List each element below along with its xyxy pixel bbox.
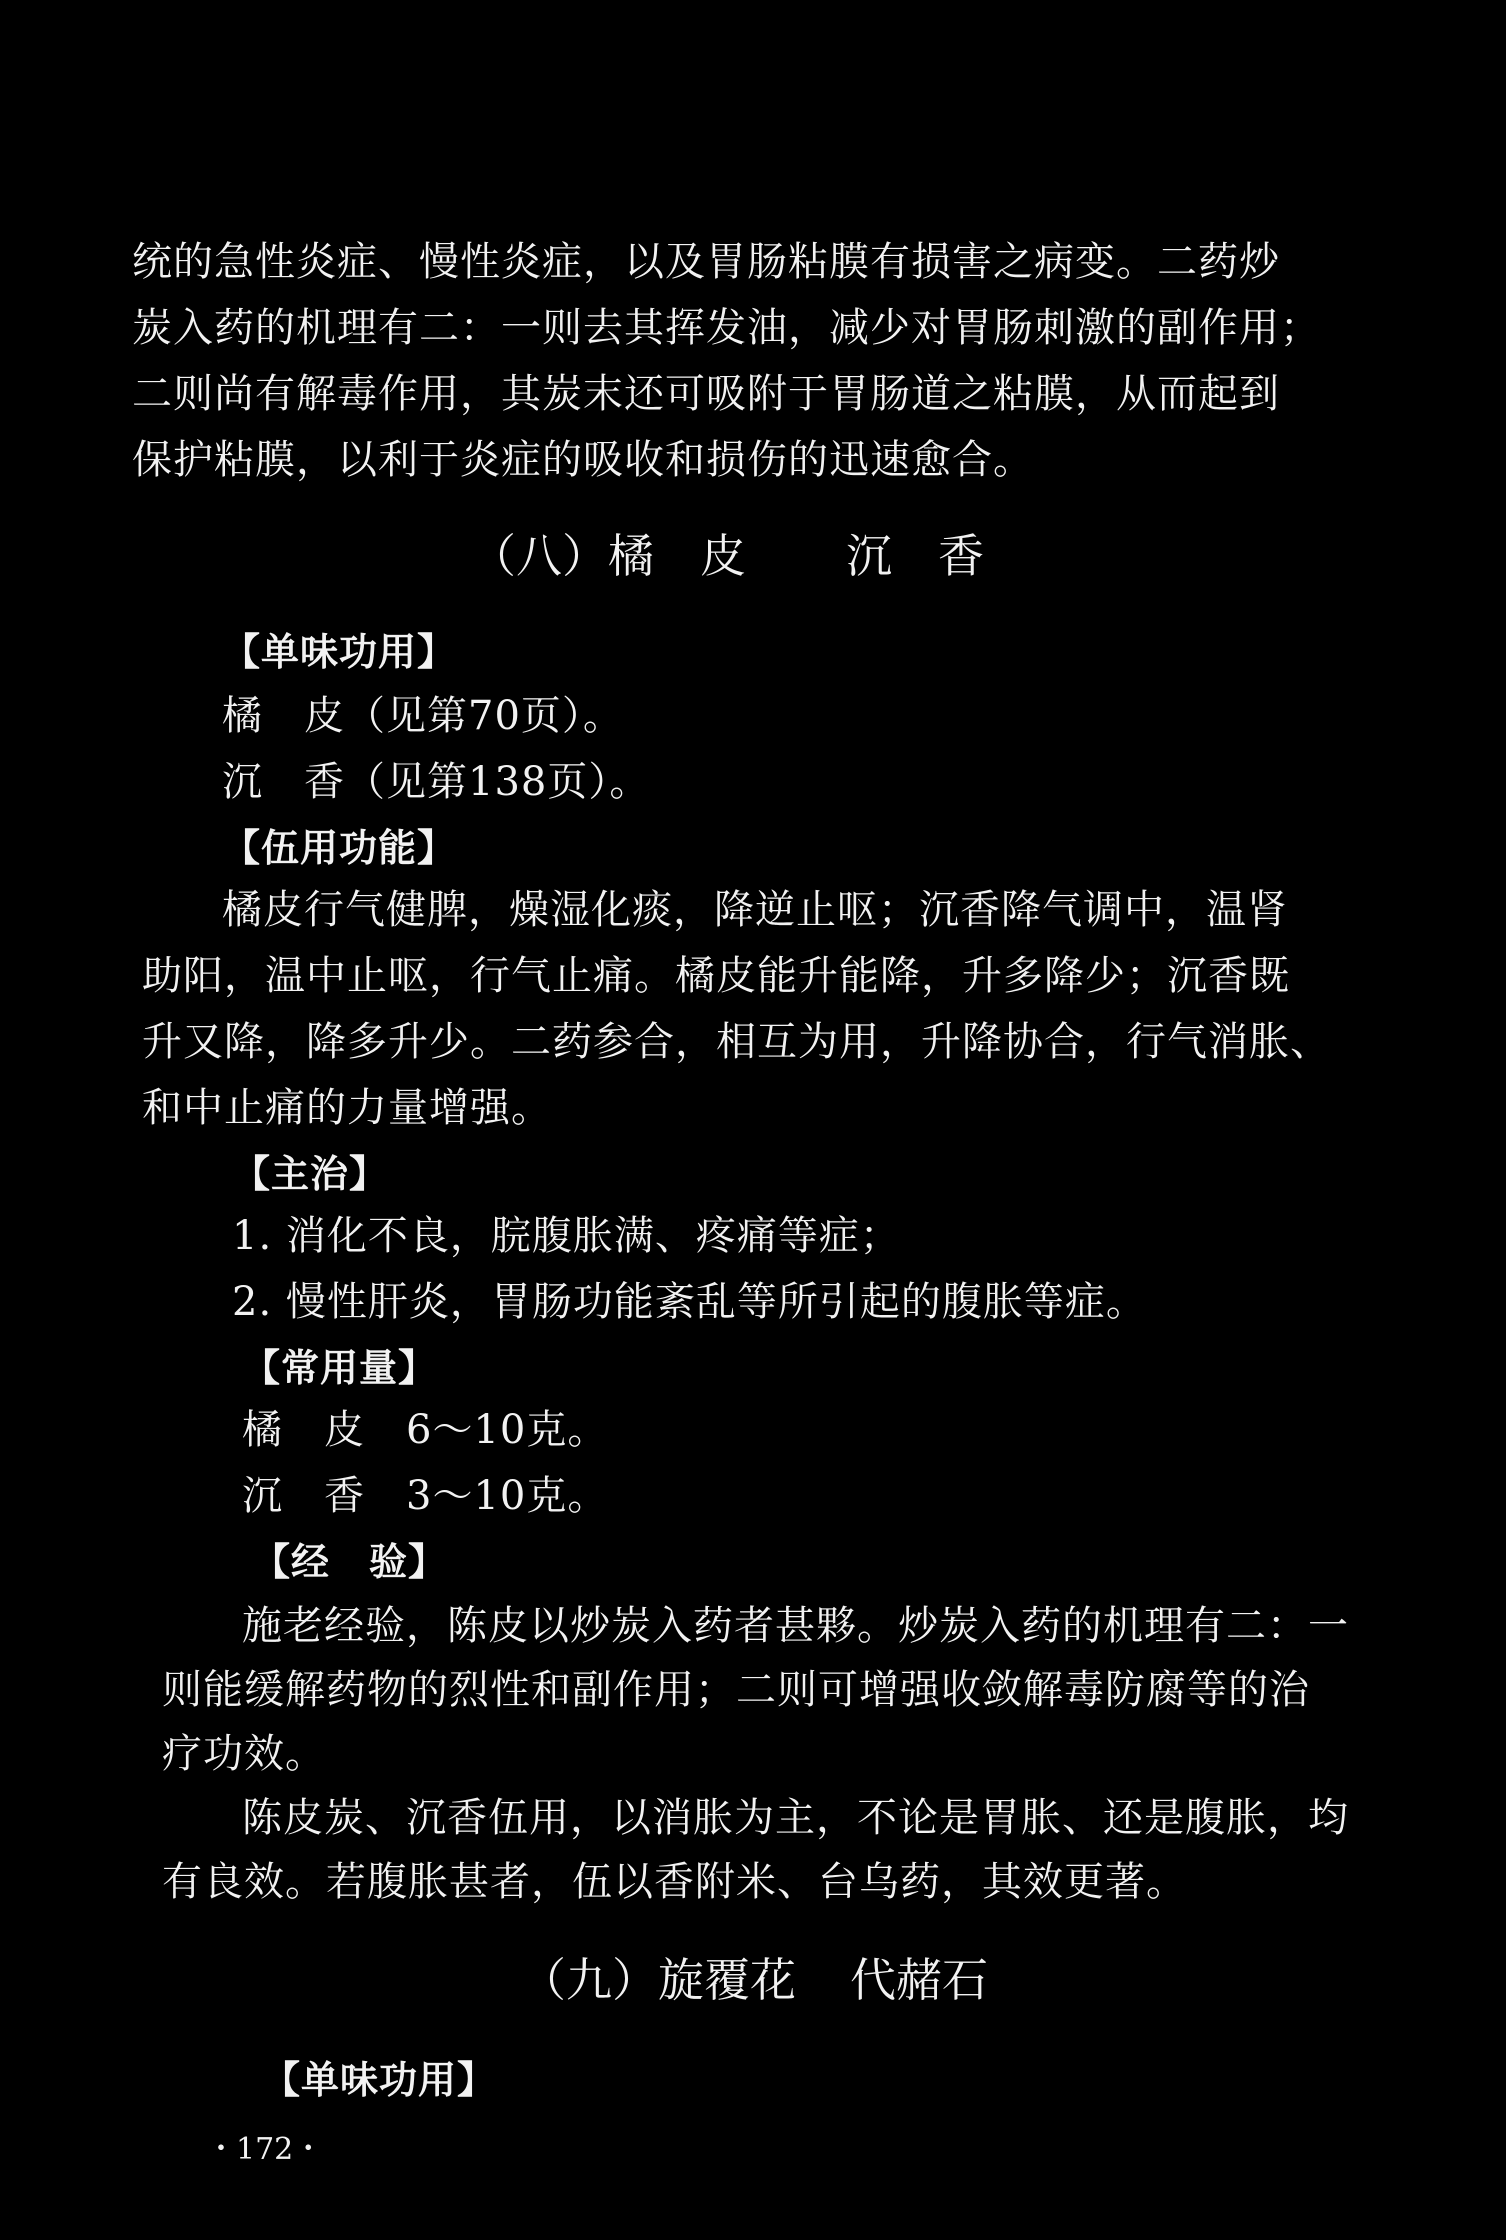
section-number: （八） bbox=[470, 529, 608, 583]
subheading-dosage: 【常用量】 bbox=[242, 1346, 438, 1390]
combined-function-line: 助阳，温中止呕，行气止痛。橘皮能升能降，升多降少；沉香既 bbox=[142, 953, 1290, 999]
herb-name: 旋覆花 bbox=[658, 1953, 796, 2007]
paragraph-line: 二则尚有解毒作用，其炭末还可吸附于胃肠道之粘膜，从而起到 bbox=[132, 371, 1280, 417]
combined-function-line: 和中止痛的力量增强。 bbox=[142, 1085, 552, 1131]
paragraph-line: 保护粘膜，以利于炎症的吸收和损伤的迅速愈合。 bbox=[132, 437, 1034, 483]
single-use-line: 橘 皮（见第70页）。 bbox=[222, 693, 624, 739]
section-title bbox=[520, 1950, 988, 2010]
subheading-single-use: 【单味功用】 bbox=[262, 2058, 497, 2102]
section-title bbox=[470, 526, 984, 586]
experience-line: 有良效。若腹胀甚者，伍以香附米、台乌药，其效更著。 bbox=[162, 1859, 1187, 1905]
single-use-line: 沉 香（见第138页）。 bbox=[222, 759, 651, 805]
herb-name: 橘 皮 bbox=[608, 529, 746, 583]
page-number: ・172・ bbox=[206, 2132, 324, 2167]
section-number: （九） bbox=[520, 1953, 658, 2007]
combined-function-line: 升又降，降多升少。二药参合，相互为用，升降协合，行气消胀、 bbox=[142, 1019, 1331, 1065]
paragraph-line: 炭入药的机理有二：一则去其挥发油，减少对胃肠刺激的副作用； bbox=[132, 305, 1321, 351]
experience-line: 则能缓解药物的烈性和副作用；二则可增强收敛解毒防腐等的治 bbox=[162, 1667, 1310, 1713]
herb-name: 沉 香 bbox=[846, 529, 984, 583]
subheading-single-use: 【单味功用】 bbox=[222, 630, 457, 674]
paragraph-line: 统的急性炎症、慢性炎症，以及胃肠粘膜有损害之病变。二药炒 bbox=[132, 239, 1280, 285]
indication-item: 2. 慢性肝炎，胃肠功能紊乱等所引起的腹胀等症。 bbox=[232, 1279, 1147, 1325]
dosage-line: 沉 香 3～10克。 bbox=[242, 1473, 609, 1519]
subheading-experience: 【经 验】 bbox=[252, 1540, 448, 1584]
subheading-combined-function: 【伍用功能】 bbox=[222, 826, 457, 870]
indication-item: 1. 消化不良，脘腹胀满、疼痛等症； bbox=[232, 1213, 901, 1259]
experience-line: 陈皮炭、沉香伍用，以消胀为主，不论是胃胀、还是腹胀，均 bbox=[242, 1795, 1349, 1841]
subheading-indications: 【主治】 bbox=[232, 1152, 389, 1196]
experience-line: 疗功效。 bbox=[162, 1731, 326, 1777]
combined-function-line: 橘皮行气健脾，燥湿化痰，降逆止呕；沉香降气调中，温肾 bbox=[222, 887, 1288, 933]
dosage-line: 橘 皮 6～10克。 bbox=[242, 1407, 609, 1453]
herb-name: 代赭石 bbox=[850, 1953, 988, 2007]
experience-line: 施老经验，陈皮以炒炭入药者甚夥。炒炭入药的机理有二：一 bbox=[242, 1603, 1349, 1649]
